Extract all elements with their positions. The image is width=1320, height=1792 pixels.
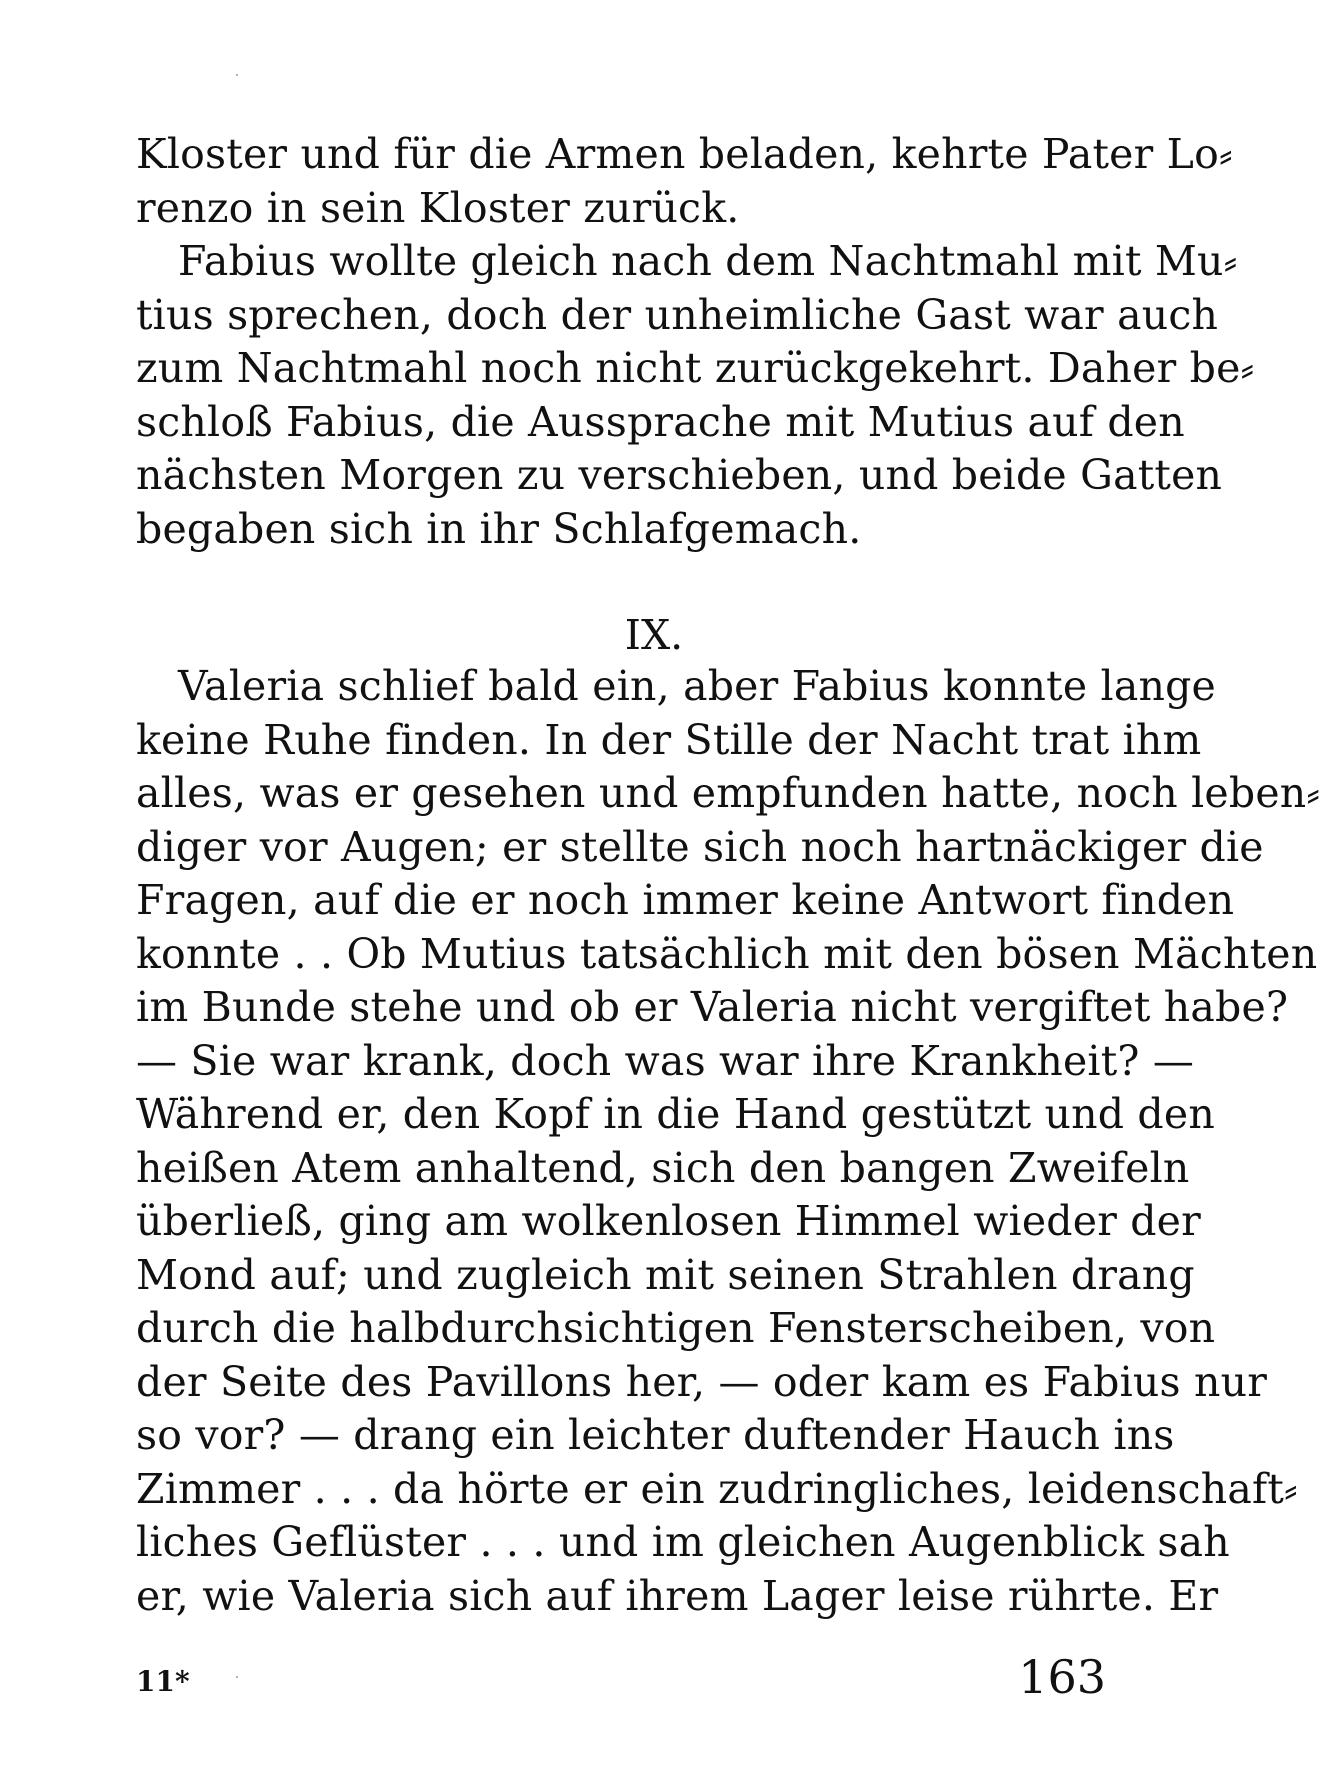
text-line: schloß Fabius, die Aussprache mit Mutius auf den (136, 397, 1185, 446)
text-line: keine Ruhe finden. In der Stille der Nacht trat ihm (136, 715, 1202, 764)
text-line: überließ, ging am wolkenlosen Himmel wieder der (136, 1197, 1201, 1245)
text-line: Fragen, auf die er noch immer keine Antwort finden (136, 876, 1235, 924)
text-line: liches Geflüster . . . und im gleichen Augenblick sah (136, 1518, 1230, 1566)
text-line: durch die halbdurchsichtigen Fensterscheiben, von (136, 1304, 1216, 1352)
signature-mark: 11* (136, 1665, 190, 1698)
text-line: alles, was er gesehen und empfunden hatte, noch leben⸗ (136, 769, 1320, 817)
page-number: 163 (1018, 1650, 1106, 1704)
text-block-top (136, 128, 1255, 556)
text-line: nächsten Morgen zu verschieben, und beide Gatten (136, 451, 1223, 499)
chapter-number: IX. (624, 611, 684, 659)
text-line: begaben sich in ihr Schlafgemach. (136, 504, 862, 553)
text-line: im Bunde stehe und ob er Valeria nicht vergiftet habe? (136, 983, 1289, 1031)
print-speck (236, 1676, 238, 1678)
text-line: Fabius wollte gleich nach dem Nachtmahl mit Mu⸗ (178, 237, 1238, 285)
text-line: zum Nachtmahl noch nicht zurückgekehrt. Daher be⸗ (136, 344, 1255, 392)
text-line: Zimmer . . . da hörte er ein zudringliches, leidenschaft⸗ (136, 1464, 1298, 1513)
text-line: der Seite des Pavillons her, — oder kam es Fabius nur (136, 1357, 1267, 1406)
text-line: tius sprechen, doch der unheimliche Gast war auch (136, 290, 1219, 339)
text-line: renzo in sein Kloster zurück. (136, 183, 740, 232)
text-line: Valeria schlief bald ein, aber Fabius konnte lange (178, 662, 1217, 710)
text-line: Kloster und für die Armen beladen, kehrte Pater Lo⸗ (136, 130, 1233, 178)
text-line: konnte . . Ob Mutius tatsächlich mit den bösen Mächten (136, 929, 1318, 978)
text-line: Während er, den Kopf in die Hand gestützt und den (136, 1090, 1215, 1138)
text-line: diger vor Augen; er stellte sich noch hartnäckiger die (136, 822, 1264, 871)
text-line: so vor? — drang ein leichter duftender Hauch ins (136, 1411, 1175, 1459)
chapter-heading (0, 610, 1242, 660)
text-line: er, wie Valeria sich auf ihrem Lager leise rührte. Er (136, 1571, 1219, 1620)
text-line: heißen Atem anhaltend, sich den bangen Zweifeln (136, 1143, 1190, 1192)
text-line: Mond auf; und zugleich mit seinen Strahlen drang (136, 1250, 1195, 1299)
text-line: — Sie war krank, doch was war ihre Krankheit? — (136, 1036, 1195, 1085)
text-block-chapter (136, 660, 1320, 1623)
print-speck (236, 74, 238, 76)
